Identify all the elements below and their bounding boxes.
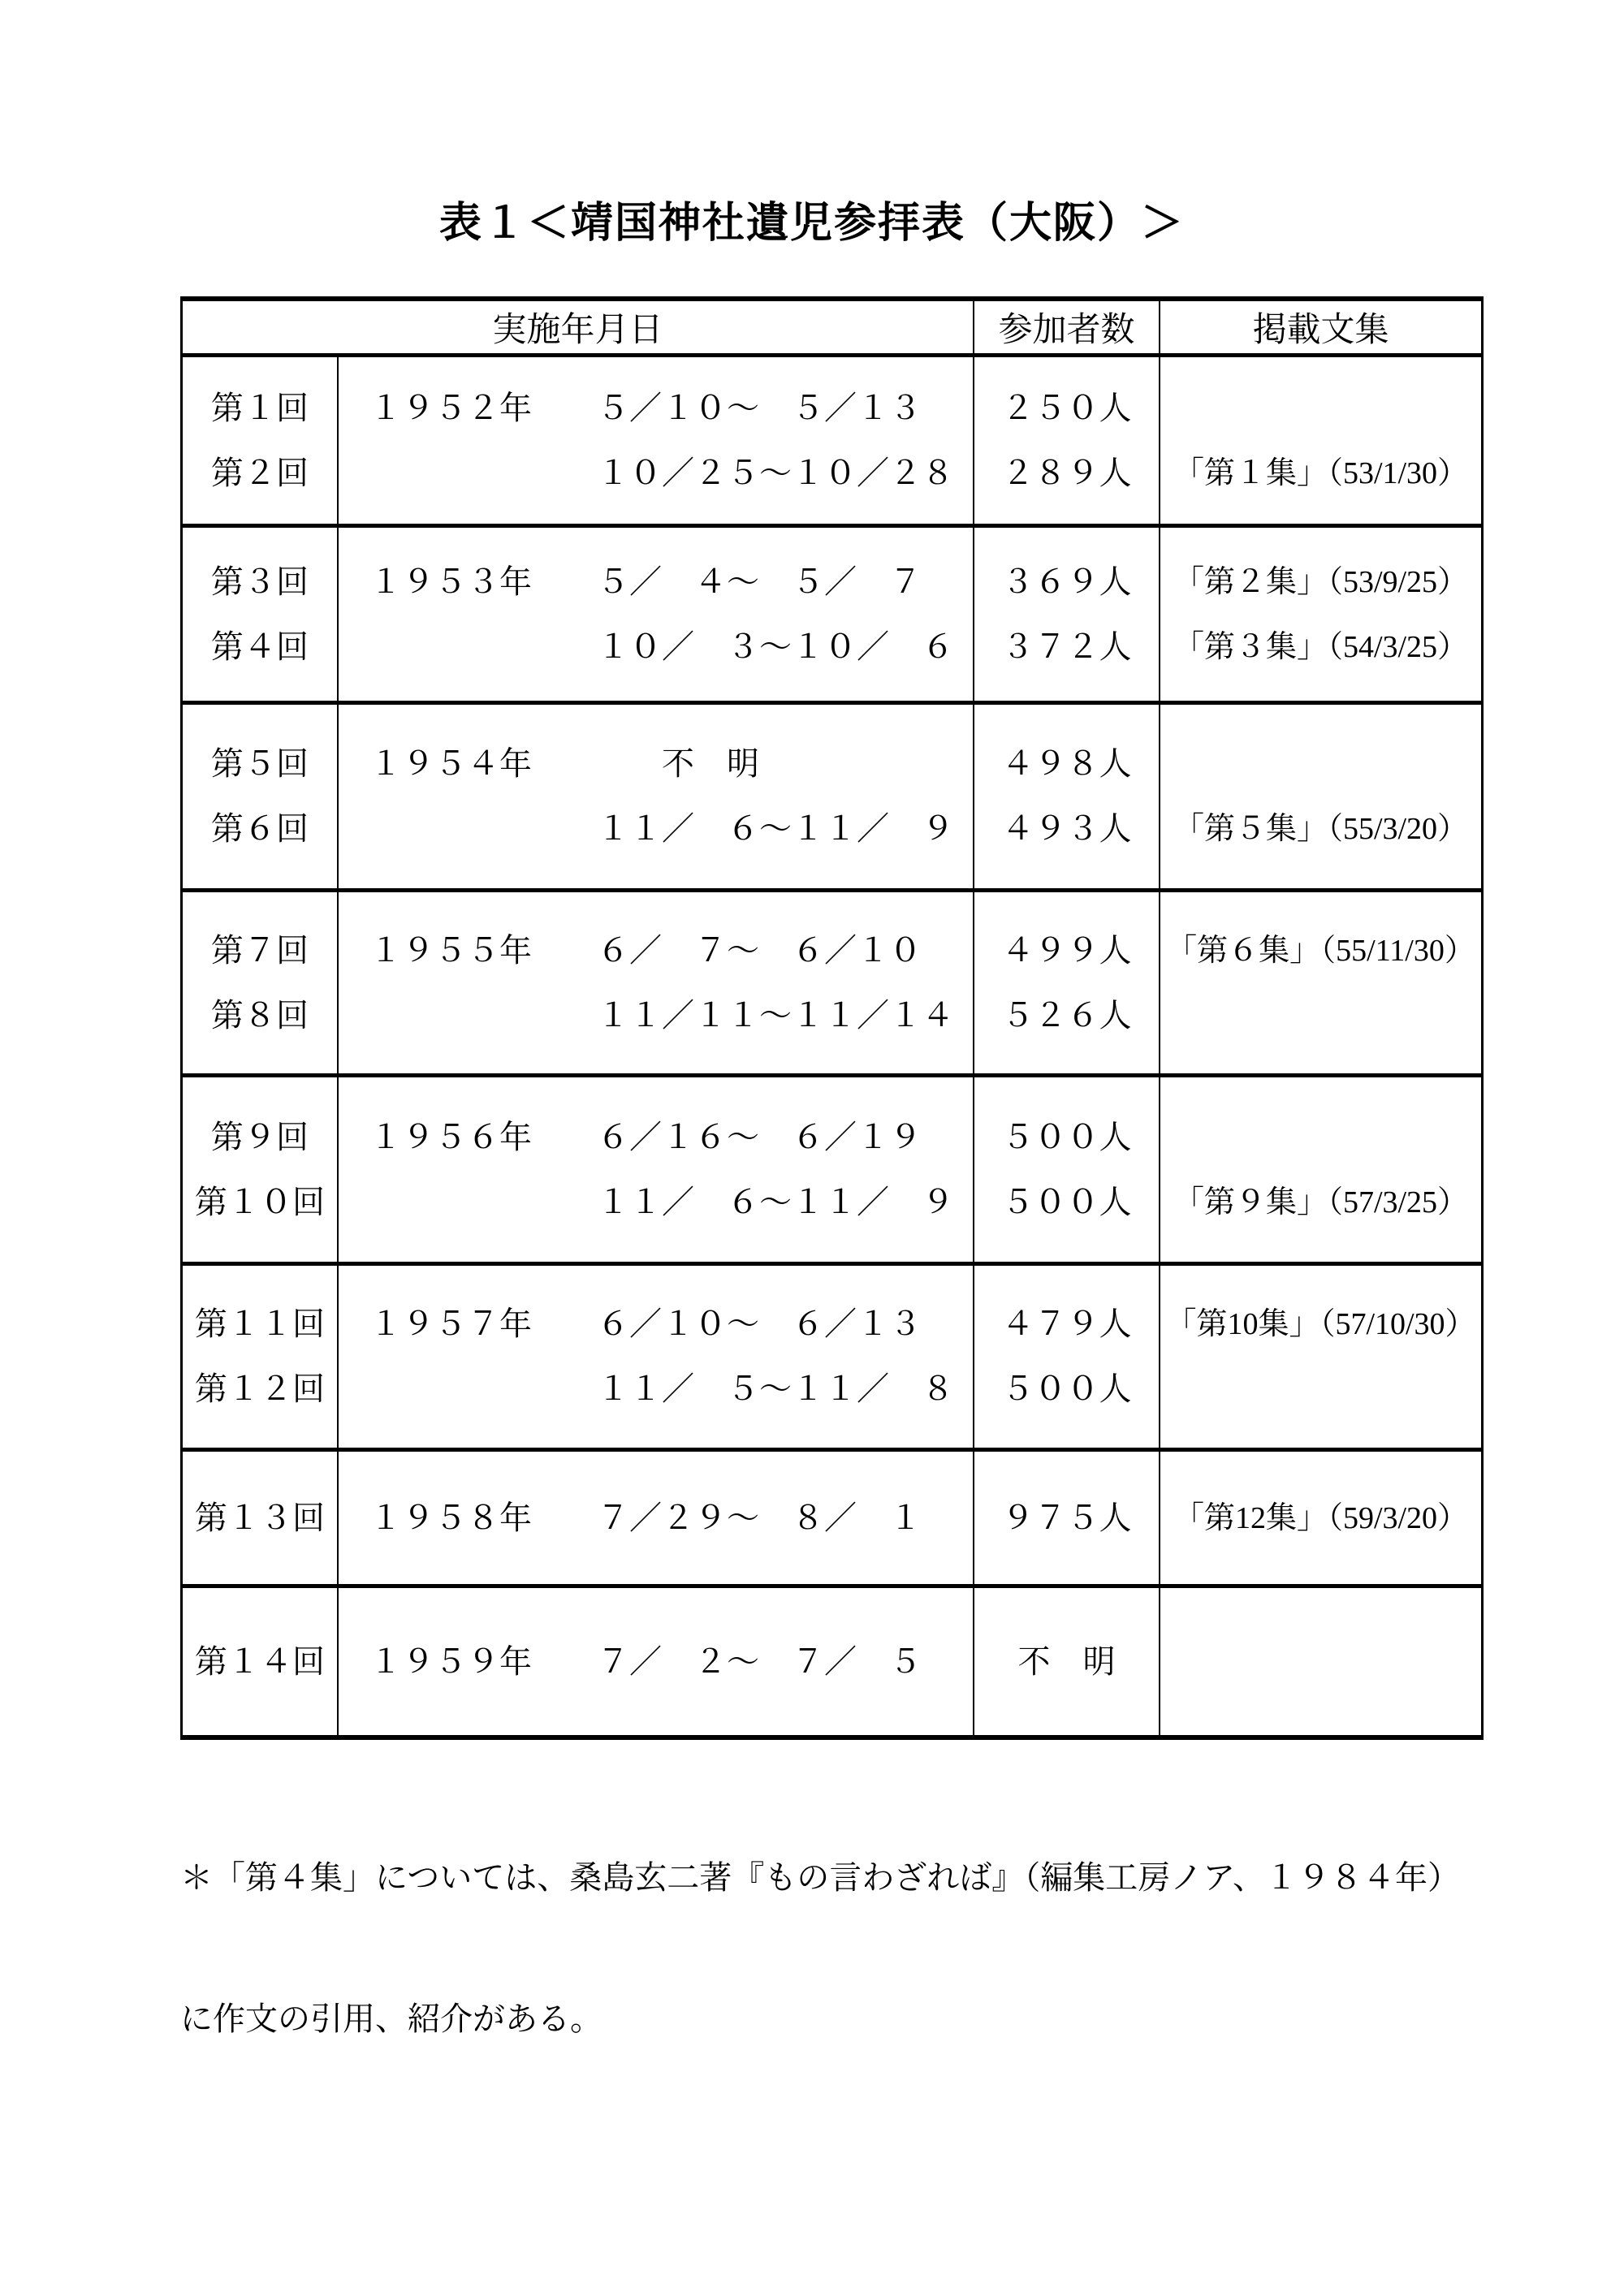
cell-line: ４７９人	[1001, 1306, 1132, 1342]
cell-line: 第３回	[211, 563, 309, 600]
round-cell	[183, 1452, 337, 1584]
table-row	[183, 1073, 1481, 1262]
participants-cell	[973, 892, 1159, 1073]
participants-cell	[973, 1452, 1159, 1584]
cell-line: 「第１集」（53/1/30）	[1173, 455, 1469, 490]
date-cell	[337, 1266, 973, 1448]
table-row	[183, 524, 1481, 701]
publication-cell	[1159, 1077, 1481, 1262]
cell-line: 第９回	[211, 1118, 309, 1155]
cell-line: １０／ ３～１０／ ６	[369, 628, 954, 665]
cell-line: 第１３回	[195, 1499, 325, 1536]
cell-line: 第５回	[211, 745, 309, 782]
cell-line: 第１０回	[195, 1183, 325, 1220]
date-cell	[337, 892, 973, 1073]
cell-line: ５００人	[1001, 1370, 1132, 1407]
date-cell	[337, 1588, 973, 1735]
table-row	[183, 357, 1481, 524]
column-header-date: 実施年月日	[492, 312, 663, 349]
cell-line: 第４回	[211, 628, 309, 665]
cell-line: ４９９人	[1001, 931, 1132, 969]
cell-line: ３６９人	[1001, 563, 1132, 600]
cell-line: ２５０人	[1001, 389, 1132, 426]
date-cell	[337, 1452, 973, 1584]
cell-line: 「第９集」（57/3/25）	[1173, 1185, 1469, 1219]
date-cell	[337, 357, 973, 524]
cell-line: １１／ ６～１１／ ９	[369, 810, 954, 847]
publication-cell	[1159, 528, 1481, 701]
round-cell	[183, 528, 337, 701]
cell-line: 第１回	[211, 389, 309, 426]
date-cell	[337, 528, 973, 701]
publication-cell	[1159, 705, 1481, 888]
table-row	[183, 1584, 1481, 1735]
table-header-row	[183, 301, 1481, 357]
publication-cell	[1159, 1588, 1481, 1735]
page-title: 表１＜靖国神社遺児参拝表（大阪）＞	[438, 200, 1185, 247]
cell-line: 不 明	[1017, 1642, 1116, 1680]
publication-cell	[1159, 892, 1481, 1073]
cell-line: １０／２５～１０／２８	[369, 454, 954, 491]
participants-cell	[973, 1588, 1159, 1735]
round-cell	[183, 892, 337, 1073]
cell-line: 「第３集」（54/3/25）	[1173, 629, 1469, 664]
cell-line: １１／ ５～１１／ ８	[369, 1370, 954, 1407]
cell-line: 第１１回	[195, 1306, 325, 1342]
round-cell	[183, 1588, 337, 1735]
participants-cell	[973, 705, 1159, 888]
participants-cell	[973, 528, 1159, 701]
cell-line: 「第６集」（55/11/30）	[1166, 933, 1475, 968]
publication-cell	[1159, 357, 1481, 524]
table-row	[183, 701, 1481, 888]
cell-line: ５００人	[1001, 1183, 1132, 1220]
cell-line: 「第５集」（55/3/20）	[1173, 812, 1469, 846]
table-row	[183, 1448, 1481, 1584]
cell-line: 「第12集」（59/3/20）	[1173, 1500, 1469, 1535]
pilgrimage-table	[180, 296, 1484, 1740]
cell-line: ５２６人	[1001, 996, 1132, 1034]
date-cell	[337, 1077, 973, 1262]
round-cell	[183, 357, 337, 524]
table-row	[183, 888, 1481, 1073]
table-row	[183, 1262, 1481, 1448]
cell-line: ３７２人	[1001, 628, 1132, 665]
cell-line: １９５４年 不 明	[369, 745, 759, 782]
cell-line: １９５６年 ６／１６～ ６／１９	[369, 1118, 922, 1155]
cell-line: ５００人	[1001, 1118, 1132, 1155]
cell-line: 第２回	[211, 454, 309, 491]
cell-line: 第７回	[211, 931, 309, 969]
cell-line: １９５９年 ７／ ２～ ７／ ５	[369, 1642, 922, 1680]
cell-line: ９７５人	[1001, 1499, 1132, 1536]
cell-line: １９５７年 ６／１０～ ６／１３	[369, 1306, 922, 1342]
column-header-publication: 掲載文集	[1159, 301, 1481, 353]
participants-cell	[973, 1266, 1159, 1448]
cell-line: ４９３人	[1001, 810, 1132, 847]
footnote	[180, 1760, 1512, 2137]
cell-line: 「第10集」（57/10/30）	[1165, 1307, 1476, 1341]
cell-line: １９５５年 ６／ ７～ ６／１０	[369, 931, 922, 969]
cell-line: 「第２集」（53/9/25）	[1173, 564, 1469, 599]
date-cell	[337, 705, 973, 888]
round-cell	[183, 705, 337, 888]
round-cell	[183, 1266, 337, 1448]
publication-cell	[1159, 1266, 1481, 1448]
round-cell	[183, 1077, 337, 1262]
participants-cell	[973, 357, 1159, 524]
cell-line: １９５３年 ５／ ４～ ５／ ７	[369, 563, 922, 600]
footnote-line-2: に作文の引用、紹介がある。	[180, 2001, 603, 2037]
cell-line: １９５８年 ７／２９～ ８／ １	[369, 1499, 922, 1536]
cell-line: 第８回	[211, 996, 309, 1034]
cell-line: １９５２年 ５／１０～ ５／１３	[369, 389, 922, 426]
cell-line: 第１２回	[195, 1370, 325, 1407]
cell-line: 第１４回	[195, 1642, 325, 1680]
cell-line: ４９８人	[1001, 745, 1132, 782]
participants-cell	[973, 1077, 1159, 1262]
cell-line: １１／１１～１１／１４	[369, 996, 954, 1034]
cell-line: ２８９人	[1001, 454, 1132, 491]
column-header-participants: 参加者数	[973, 301, 1159, 353]
cell-line: １１／ ６～１１／ ９	[369, 1183, 954, 1220]
publication-cell	[1159, 1452, 1481, 1584]
cell-line: 第６回	[211, 810, 309, 847]
footnote-line-1: ＊「第４集」については、桑島玄二著『もの言わざれば』（編集工房ノア、１９８４年）	[180, 1859, 1460, 1896]
